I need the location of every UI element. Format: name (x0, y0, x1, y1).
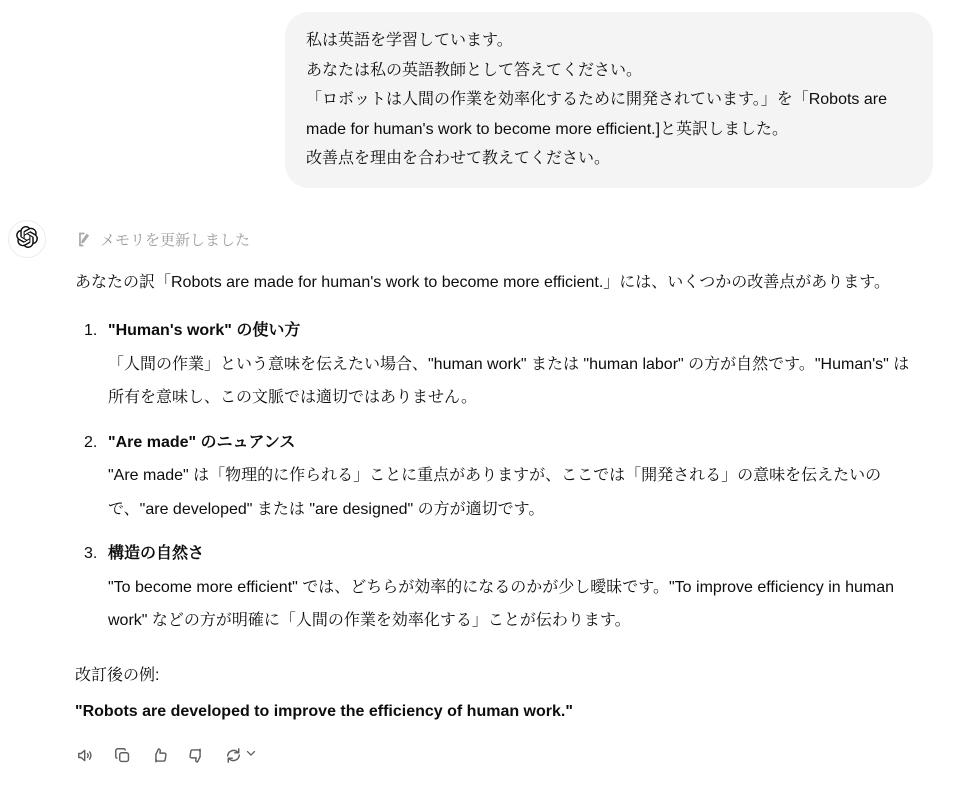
thumbs-up-button[interactable] (144, 741, 174, 771)
openai-logo-icon (16, 226, 38, 253)
regenerate-menu-toggle[interactable] (244, 746, 258, 765)
user-message-line: 私は英語を学習しています。 (306, 32, 513, 49)
user-message-line: あなたは私の英語教師として答えてください。 (306, 61, 643, 79)
user-message-line: 改善点を理由を合わせて教えてください。 (306, 150, 611, 167)
assistant-content (75, 220, 923, 771)
assistant-avatar (8, 220, 46, 258)
regenerate-icon (224, 746, 243, 765)
speaker-icon (76, 746, 95, 765)
list-item-number: 2. (84, 433, 98, 451)
user-message-bubble (285, 12, 933, 188)
chevron-down-icon (244, 746, 258, 765)
user-message (285, 12, 933, 188)
thumbs-up-icon (150, 746, 169, 765)
copy-button[interactable] (107, 741, 137, 771)
list-item (75, 537, 923, 638)
list-item-number: 1. (84, 322, 98, 339)
revised-sentence: "Robots are developed to improve the efficiency of human work." (75, 702, 573, 720)
user-message-line: 「ロボットは人間の作業を効率化するために開発されています。」を「Robots are made for human's work to become more efficient.]と英訳しました。 (306, 91, 887, 138)
copy-icon (113, 746, 132, 765)
regenerate-group (218, 741, 258, 771)
list-item-body: "Are made" は「物理的に作られる」ことに重点がありますが、ここでは「開発される」の意味を伝えたいので、"are developed" または "are designed" の方が適切です。 (108, 467, 882, 518)
thumbs-down-icon (187, 746, 206, 765)
memory-updated-notice[interactable] (75, 220, 250, 258)
list-item (75, 314, 923, 415)
list-item (75, 426, 923, 527)
memory-notice-label: メモリを更新しました (100, 231, 251, 249)
list-item-body: "To become more efficient" では、どちらが効率的になるのかが少し曖昧です。"To improve efficiency in human work" などの方が明確に「人間の作業を効率化する」ことが伝わります。 (108, 578, 895, 629)
assistant-intro-paragraph: あなたの訳「Robots are made for human's work to become more efficient.」には、いくつかの改善点があります。 (75, 274, 891, 291)
assistant-message (0, 220, 956, 771)
list-item-number: 3. (84, 545, 98, 562)
list-item-body: 「人間の作業」という意味を伝えたい場合、"human work" または "human labor" の方が自然です。"Human's" は所有を意味し、この文脈では適切ではありません。 (108, 355, 910, 406)
list-item-title: 構造の自然さ (108, 545, 205, 562)
memory-icon (75, 231, 92, 248)
thumbs-down-button[interactable] (181, 741, 211, 771)
closing-label: 改訂後の例: (75, 666, 160, 684)
improvement-list (75, 314, 923, 638)
read-aloud-button[interactable] (70, 741, 100, 771)
list-item-title: "Human's work" の使い方 (108, 322, 301, 339)
list-item-title: "Are made" のニュアンス (108, 433, 296, 451)
message-action-bar (70, 741, 923, 771)
